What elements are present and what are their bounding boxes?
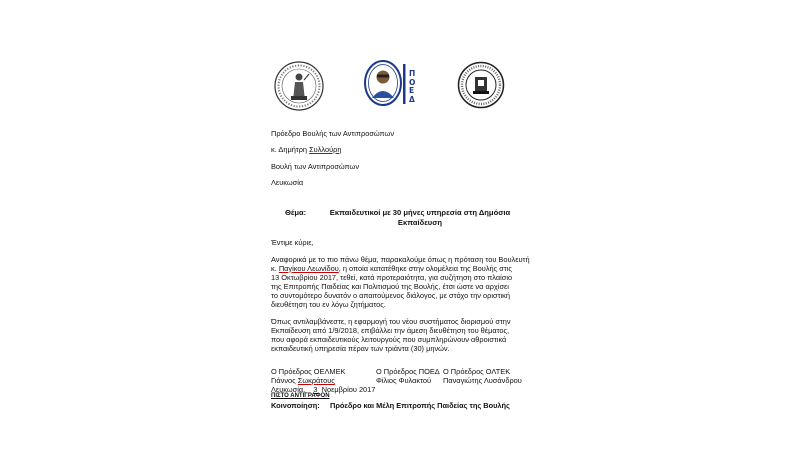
- recipient-line2: [271, 145, 341, 155]
- mp-name: Παγίκου Λεωνίδου: [278, 264, 339, 273]
- subject-text: [323, 208, 517, 227]
- para2-line1: Όπως αντιλαμβάνεστε, η εφαρμογή του νέου συστήματος διορισμού στην: [271, 317, 511, 326]
- para1-line6: διευθέτηση του εν λόγω ζητήματος.: [271, 300, 386, 309]
- date-place: Λευκωσία,: [271, 385, 306, 394]
- seal-athena-icon: [273, 60, 325, 117]
- signature-oltek-name: Παναγιώτης Λυσάνδρου: [443, 376, 522, 385]
- subject-label: Θέμα:: [285, 208, 307, 217]
- subject-line2: Εκπαίδευση: [397, 217, 443, 227]
- date-day: 3: [313, 385, 318, 394]
- para2-line4: εκπαιδευτική υπηρεσία πέραν των τριάντα (30) μηνών.: [271, 344, 450, 353]
- recipient-line3: Βουλή των Αντιπροσώπων: [271, 162, 360, 171]
- greeting: Έντιμε κύριε,: [271, 238, 314, 247]
- para1-prefix: κ.: [271, 264, 279, 273]
- recipient-prefix: κ. Δημήτρη: [271, 145, 310, 154]
- date-month-year: Νοεμβρίου 2017: [321, 385, 376, 394]
- signature-poed-title: Ο Πρόεδρος ΠΟΕΔ: [376, 367, 440, 376]
- recipient-line1: Πρόεδρο Βουλής των Αντιπροσώπων: [271, 129, 395, 138]
- para2-line2: Εκπαίδευση από 1/9/2018, επιβάλλει την άμεση διευθέτηση του θέματος,: [271, 326, 510, 335]
- signature-oelmek-firstname: Γιάννος: [271, 376, 298, 385]
- para1-line4: της Επιτροπής Παιδείας και Πολιτισμού της Βουλής, έτσι ώστε να αρχίσει: [271, 282, 509, 291]
- poed-logo: [363, 58, 421, 113]
- recipient-line4: Λευκωσία: [271, 178, 304, 187]
- certified-copy: ΠΙΣΤΟ ΑΝΤΙΓΡΑΦΟΝ: [271, 393, 330, 399]
- signature-oltek-title: Ο Πρόεδρος ΟΛΤΕΚ: [443, 367, 511, 376]
- para1-line5: το συντομότερο δυνατόν ο απαιτούμενος διάλογος, με στόχο την οριστική: [271, 291, 510, 300]
- cc-value: Πρόεδρο και Μέλη Επιτροπής Παιδείας της Βουλής: [330, 401, 510, 410]
- para1-line3: 13 Οκτωβρίου 2017, τεθεί, κατά προτεραιότητα, για συζήτηση στο πλαίσιο: [271, 273, 513, 282]
- oltek-seal-icon: [457, 61, 505, 114]
- para1-rest: , η οποία κατατέθηκε στην ολομέλεια της Βουλής στις: [338, 264, 512, 273]
- signature-oelmek-surname: Σωκράτους: [297, 376, 335, 385]
- recipient-name: Συλλούρη: [309, 145, 342, 154]
- para2-line3: που αφορά εκπαιδευτικούς λειτουργούς που συμπληρώνουν αθροιστικά: [271, 335, 507, 344]
- para1-line1: Αναφορικά με το πιο πάνω θέμα, παρακαλούμε όπως η πρόταση του Βουλευτή: [271, 255, 530, 264]
- subject-line1: Εκπαιδευτικοί με 30 μήνες υπηρεσία στη Δημόσια: [329, 208, 511, 217]
- signature-poed-name: Φίλιος Φυλακτού: [376, 376, 432, 385]
- signature-oelmek-title: Ο Πρόεδρος ΟΕΛΜΕΚ: [271, 367, 346, 376]
- cc-label: Κοινοποίηση:: [271, 401, 320, 410]
- poed-logo-label: ΠΟΕΔ: [409, 69, 416, 104]
